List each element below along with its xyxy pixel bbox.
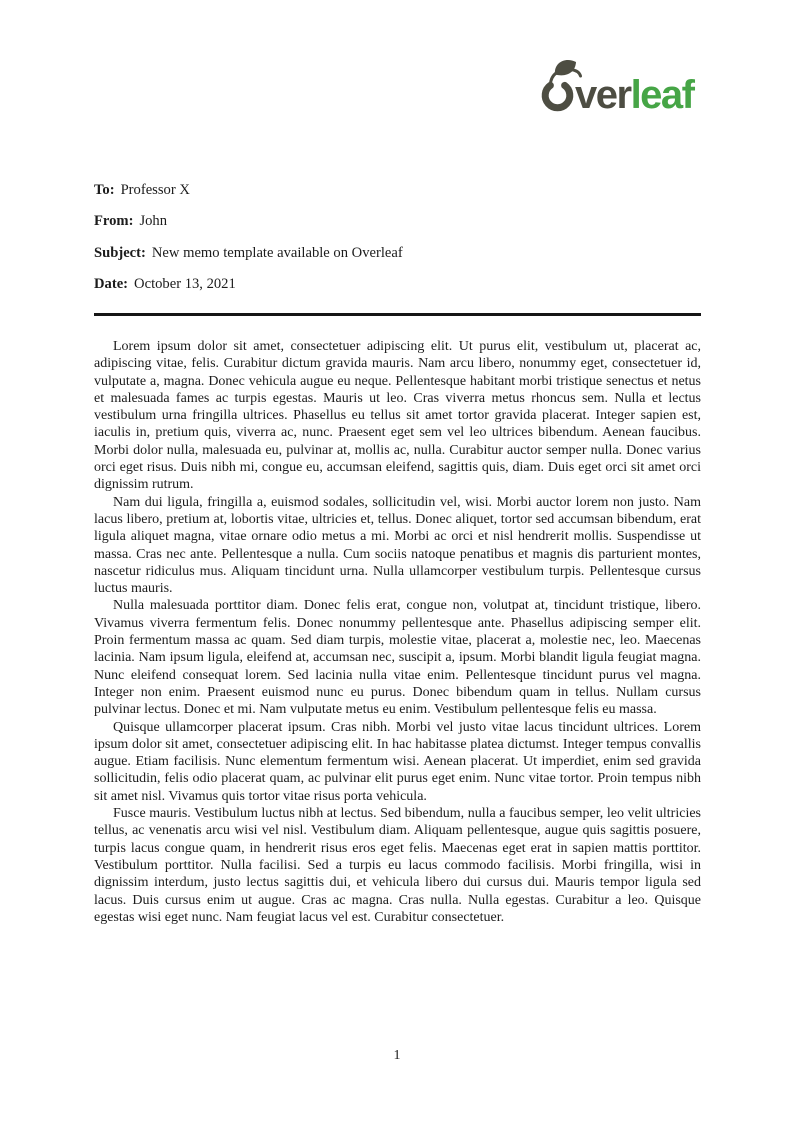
logo-text-over: ver: [575, 73, 631, 114]
memo-label-to: To:: [94, 182, 115, 198]
memo-header: [94, 181, 701, 307]
memo-divider: [94, 313, 701, 316]
svg-text:verleaf: [575, 73, 696, 114]
overleaf-logo: [540, 58, 710, 114]
body-paragraph: Quisque ullamcorper placerat ipsum. Cras nibh. Morbi vel justo vitae lacus tincidunt ultrices. Lorem ipsum dolor sit amet, consectetuer adipiscing elit. In hac habitasse platea dictumst. Integer tempus convallis augue. Etiam facilisis. Nunc elementum fermentum wisi. Aenean placerat. Ut imperdiet, enim sed gravida sollicitudin, felis odio placerat quam, ac pulvinar elit purus eget enim. Nunc vitae tortor. Proin tempus nibh sit amet nisl. Vivamus quis tortor vitae risus porta vehicula.: [94, 719, 701, 804]
logo-text-leaf: leaf: [630, 73, 694, 114]
memo-value-to: Professor X: [120, 182, 190, 198]
memo-value-from: John: [139, 213, 168, 230]
memo-label-date: Date:: [94, 276, 129, 293]
body-paragraph: Nulla malesuada porttitor diam. Donec felis erat, congue non, volutpat at, tincidunt tristique, libero. Vivamus viverra fermentum felis. Donec nonummy pellentesque ante. Phasellus adipiscing semper elit. Proin fermentum massa ac quam. Sed diam turpis, molestie vitae, placerat a, molestie nec, leo. Maecenas lacinia. Nam ipsum ligula, eleifend at, accumsan nec, suscipit a, ipsum. Morbi blandit ligula feugiat magna. Nunc eleifend consequat lorem. Sed lacinia nulla vitae enim. Pellentesque tincidunt purus vel magna. Integer non enim. Praesent euismod nunc eu purus. Donec bibendum quam in tellus. Nullam cursus pulvinar lectus. Donec et mi. Nam vulputate metus eu enim. Vestibulum pellentesque felis eu massa.: [94, 598, 701, 718]
memo-field-date: [94, 275, 701, 294]
body-paragraph: Lorem ipsum dolor sit amet, consectetuer adipiscing elit. Ut purus elit, vestibulum ut, placerat ac, adipiscing vitae, felis. Curabitur dictum gravida mauris. Nam arcu libero, nonummy eget, consectetuer id, vulputate a, magna. Donec vehicula augue eu neque. Pellentesque habitant morbi tristique senectus et netus et malesuada fames ac turpis egestas. Mauris ut leo. Cras viverra metus rhoncus sem. Nulla et lectus vestibulum urna fringilla ultrices. Phasellus eu tellus sit amet tortor gravida placerat. Integer sapien est, iaculis in, pretium quis, viverra ac, nunc. Praesent eget sem vel leo ultrices bibendum. Aenean faucibus. Morbi dolor nulla, malesuada eu, pulvinar at, mollis ac, nulla. Curabitur auctor semper nulla. Donec varius orci eget risus. Duis nibh mi, congue eu, accumsan eleifend, sagittis quis, diam. Duis eget orci sit amet orci dignissim rutrum.: [94, 339, 701, 493]
memo-label-subject: Subject:: [94, 244, 146, 261]
memo-field-subject: [94, 244, 701, 263]
memo-label-from: From:: [94, 213, 134, 230]
memo-field-to: [94, 181, 701, 200]
memo-value-date: October 13, 2021: [134, 276, 236, 293]
page-number: 1: [393, 1048, 401, 1063]
body-paragraph: Nam dui ligula, fringilla a, euismod sodales, sollicitudin vel, wisi. Morbi auctor lorem non justo. Nam lacus libero, pretium at, lobortis vitae, ultricies et, tellus. Donec aliquet, tortor sed accumsan bibendum, erat ligula aliquet magna, vitae ornare odio metus a mi. Morbi ac orci et nisl hendrerit mollis. Suspendisse ut massa. Cras nec ante. Pellentesque a nulla. Cum sociis natoque penatibus et magnis dis parturient montes, nascetur ridiculus mus. Aliquam tincidunt urna. Nulla ullamcorper vestibulum turpis. Pellentesque cursus luctus mauris.: [94, 494, 701, 597]
memo-field-from: [94, 212, 701, 231]
page-footer: [0, 1048, 794, 1064]
memo-value-subject: New memo template available on Overleaf: [151, 244, 403, 261]
body-paragraph: Fusce mauris. Vestibulum luctus nibh at lectus. Sed bibendum, nulla a faucibus semper, leo velit ultricies tellus, ac venenatis arcu wisi vel nisl. Vestibulum diam. Aliquam pellentesque, augue quis sagittis posuere, turpis lacus congue quam, in hendrerit risus eros eget felis. Maecenas eget erat in sapien mattis porttitor. Vestibulum porttitor. Nulla facilisi. Sed a turpis eu lacus commodo facilisis. Morbi fringilla, wisi in dignissim interdum, justo lectus sagittis dui, et vehicula libero dui cursus dui. Mauris tempor ligula sed lacus. Duis cursus enim ut augue. Cras ac magna. Cras nulla. Nulla egestas. Curabitur a leo. Quisque egestas wisi eget nunc. Nam feugiat lacus vel est. Curabitur consectetuer.: [94, 806, 701, 925]
document-body: [94, 338, 701, 926]
